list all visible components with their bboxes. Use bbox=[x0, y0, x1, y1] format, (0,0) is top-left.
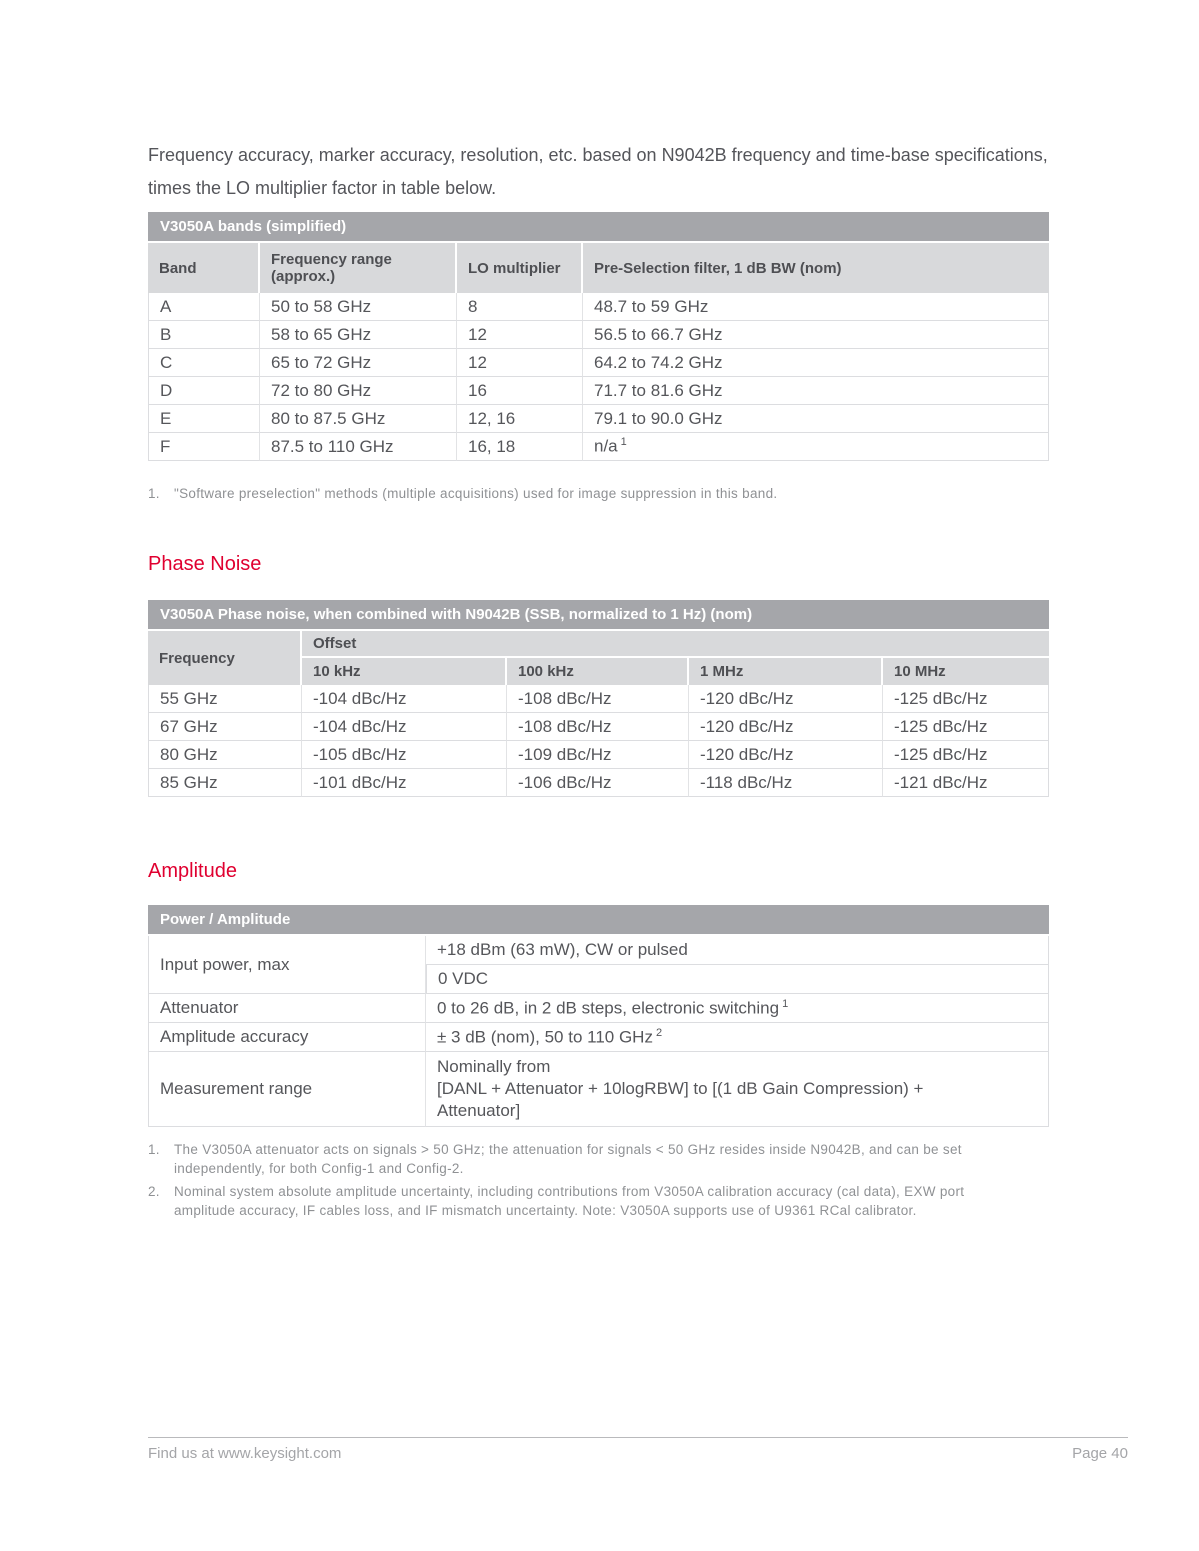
preselect-cell: 79.1 to 90.0 GHz bbox=[583, 405, 1049, 433]
bands-row-f bbox=[148, 433, 1049, 461]
attenuator-label: Attenuator bbox=[148, 994, 426, 1023]
lo-mult-cell: 12, 16 bbox=[457, 405, 583, 433]
amp-row-measurement-range bbox=[148, 1052, 1049, 1127]
preselect-cell: 56.5 to 66.7 GHz bbox=[583, 321, 1049, 349]
noise-cell: -101 dBc/Hz bbox=[302, 769, 507, 797]
freq-range-cell: 65 to 72 GHz bbox=[260, 349, 457, 377]
footer-divider bbox=[148, 1437, 1128, 1438]
amp-row-accuracy bbox=[148, 1023, 1049, 1052]
phase-row-80ghz bbox=[148, 741, 1049, 769]
range-label: Measurement range bbox=[148, 1052, 426, 1127]
col-header-10khz: 10 kHz bbox=[302, 658, 507, 685]
freq-range-cell: 87.5 to 110 GHz bbox=[260, 433, 457, 461]
freq-range-cell: 80 to 87.5 GHz bbox=[260, 405, 457, 433]
bands-row-c bbox=[148, 349, 1049, 377]
phase-row-67ghz bbox=[148, 713, 1049, 741]
range-value bbox=[426, 1052, 1049, 1127]
amplitude-footnotes bbox=[148, 1141, 1024, 1225]
intro-paragraph: Frequency accuracy, marker accuracy, resolution, etc. based on N9042B frequency and time-base specifications, times the LO multiplier factor in table below. bbox=[148, 145, 1048, 198]
lo-mult-cell: 8 bbox=[457, 293, 583, 321]
input-power-label: Input power, max bbox=[148, 936, 426, 994]
power-amplitude-table bbox=[148, 905, 1049, 1127]
col-header-100khz: 100 kHz bbox=[507, 658, 689, 685]
phase-noise-table bbox=[148, 600, 1049, 797]
footer bbox=[148, 1445, 1128, 1462]
col-header-lo-multiplier: LO multiplier bbox=[457, 243, 583, 293]
frequency-cell: 55 GHz bbox=[148, 685, 302, 713]
footnote-ref-1: 1 bbox=[620, 436, 627, 449]
noise-cell: -120 dBc/Hz bbox=[689, 685, 883, 713]
amp-row-input-power-1 bbox=[148, 936, 1049, 965]
footnote-number: 1. bbox=[148, 486, 160, 501]
phase-table-title-row bbox=[148, 600, 1049, 631]
bands-row-b bbox=[148, 321, 1049, 349]
bands-table-header-row bbox=[148, 243, 1049, 293]
phase-table-offset-row bbox=[148, 631, 1049, 658]
range-value-line3: Attenuator] bbox=[437, 1101, 521, 1120]
phase-row-85ghz bbox=[148, 769, 1049, 797]
page-number: Page 40 bbox=[1072, 1445, 1128, 1462]
col-header-band: Band bbox=[148, 243, 260, 293]
amp-table-title-row bbox=[148, 905, 1049, 936]
noise-cell: -118 dBc/Hz bbox=[689, 769, 883, 797]
noise-cell: -105 dBc/Hz bbox=[302, 741, 507, 769]
noise-cell: -109 dBc/Hz bbox=[507, 741, 689, 769]
bands-row-a bbox=[148, 293, 1049, 321]
phase-row-55ghz bbox=[148, 685, 1049, 713]
lo-mult-cell: 16, 18 bbox=[457, 433, 583, 461]
phase-noise-heading: Phase Noise bbox=[148, 553, 262, 575]
col-header-frequency-range: Frequency range (approx.) bbox=[260, 243, 457, 293]
bands-table-title: V3050A bands (simplified) bbox=[148, 212, 1049, 243]
preselect-cell bbox=[583, 433, 1049, 461]
amplitude-heading: Amplitude bbox=[148, 860, 237, 882]
footnote-text: "Software preselection" methods (multiple acquisitions) used for image suppression in this band. bbox=[174, 486, 778, 501]
frequency-cell: 67 GHz bbox=[148, 713, 302, 741]
frequency-cell: 85 GHz bbox=[148, 769, 302, 797]
preselect-cell: 48.7 to 59 GHz bbox=[583, 293, 1049, 321]
footer-link[interactable]: Find us at www.keysight.com bbox=[148, 1445, 342, 1462]
noise-cell: -125 dBc/Hz bbox=[883, 741, 1049, 769]
lo-mult-cell: 12 bbox=[457, 321, 583, 349]
bands-footnote bbox=[148, 485, 1024, 504]
attenuator-value bbox=[426, 994, 1049, 1023]
na-value: n/a bbox=[594, 436, 618, 456]
col-header-10mhz: 10 MHz bbox=[883, 658, 1049, 685]
lo-mult-cell: 12 bbox=[457, 349, 583, 377]
bands-table bbox=[148, 212, 1049, 461]
band-cell: B bbox=[148, 321, 260, 349]
footnote-text: Nominal system absolute amplitude uncertainty, including contributions from V3050A calibration accuracy (cal data), EXW port amplitude accuracy, IF cables loss, and IF mismatch uncertainty. Note: V3050A supports use of U9361 RCal calibrator. bbox=[174, 1184, 965, 1218]
amp-row-attenuator bbox=[148, 994, 1049, 1023]
freq-range-cell: 72 to 80 GHz bbox=[260, 377, 457, 405]
range-value-line1: Nominally from bbox=[437, 1057, 551, 1076]
col-header-offset: Offset bbox=[302, 631, 1049, 658]
noise-cell: -125 dBc/Hz bbox=[883, 713, 1049, 741]
noise-cell: -104 dBc/Hz bbox=[302, 713, 507, 741]
noise-cell: -120 dBc/Hz bbox=[689, 713, 883, 741]
band-cell: F bbox=[148, 433, 260, 461]
attenuator-value-text: 0 to 26 dB, in 2 dB steps, electronic switching bbox=[437, 998, 780, 1018]
footnote-number: 2. bbox=[148, 1184, 160, 1199]
noise-cell: -108 dBc/Hz bbox=[507, 713, 689, 741]
band-cell: E bbox=[148, 405, 260, 433]
amp-footnote-2 bbox=[148, 1183, 1024, 1220]
footnote-text: The V3050A attenuator acts on signals > 50 GHz; the attenuation for signals < 50 GHz resides inside N9042B, and can be set independently, for both Config-1 and Config-2. bbox=[174, 1142, 962, 1176]
band-cell: D bbox=[148, 377, 260, 405]
col-header-1mhz: 1 MHz bbox=[689, 658, 883, 685]
amp-table-title: Power / Amplitude bbox=[148, 905, 1049, 936]
lo-mult-cell: 16 bbox=[457, 377, 583, 405]
col-header-preselection: Pre-Selection filter, 1 dB BW (nom) bbox=[583, 243, 1049, 293]
freq-range-cell: 58 to 65 GHz bbox=[260, 321, 457, 349]
freq-range-cell: 50 to 58 GHz bbox=[260, 293, 457, 321]
input-power-value-2: 0 VDC bbox=[426, 965, 1049, 994]
accuracy-value bbox=[426, 1023, 1049, 1052]
noise-cell: -121 dBc/Hz bbox=[883, 769, 1049, 797]
footnote-number: 1. bbox=[148, 1142, 160, 1157]
frequency-cell: 80 GHz bbox=[148, 741, 302, 769]
amp-footnote-1 bbox=[148, 1141, 1024, 1178]
footnote-ref-1: 1 bbox=[782, 997, 789, 1010]
noise-cell: -120 dBc/Hz bbox=[689, 741, 883, 769]
band-cell: A bbox=[148, 293, 260, 321]
preselect-cell: 71.7 to 81.6 GHz bbox=[583, 377, 1049, 405]
accuracy-value-text: ± 3 dB (nom), 50 to 110 GHz bbox=[437, 1027, 653, 1047]
preselect-cell: 64.2 to 74.2 GHz bbox=[583, 349, 1049, 377]
bands-table-title-row bbox=[148, 212, 1049, 243]
bands-row-e bbox=[148, 405, 1049, 433]
noise-cell: -108 dBc/Hz bbox=[507, 685, 689, 713]
accuracy-label: Amplitude accuracy bbox=[148, 1023, 426, 1052]
noise-cell: -106 dBc/Hz bbox=[507, 769, 689, 797]
footnote-ref-2: 2 bbox=[655, 1026, 663, 1039]
range-value-line2: [DANL + Attenuator + 10logRBW] to [(1 dB Gain Compression) + bbox=[437, 1079, 924, 1098]
col-header-frequency: Frequency bbox=[148, 631, 302, 685]
input-power-value-1: +18 dBm (63 mW), CW or pulsed bbox=[426, 936, 1049, 965]
noise-cell: -125 dBc/Hz bbox=[883, 685, 1049, 713]
noise-cell: -104 dBc/Hz bbox=[302, 685, 507, 713]
phase-table-title: V3050A Phase noise, when combined with N9042B (SSB, normalized to 1 Hz) (nom) bbox=[148, 600, 1049, 631]
bands-row-d bbox=[148, 377, 1049, 405]
band-cell: C bbox=[148, 349, 260, 377]
